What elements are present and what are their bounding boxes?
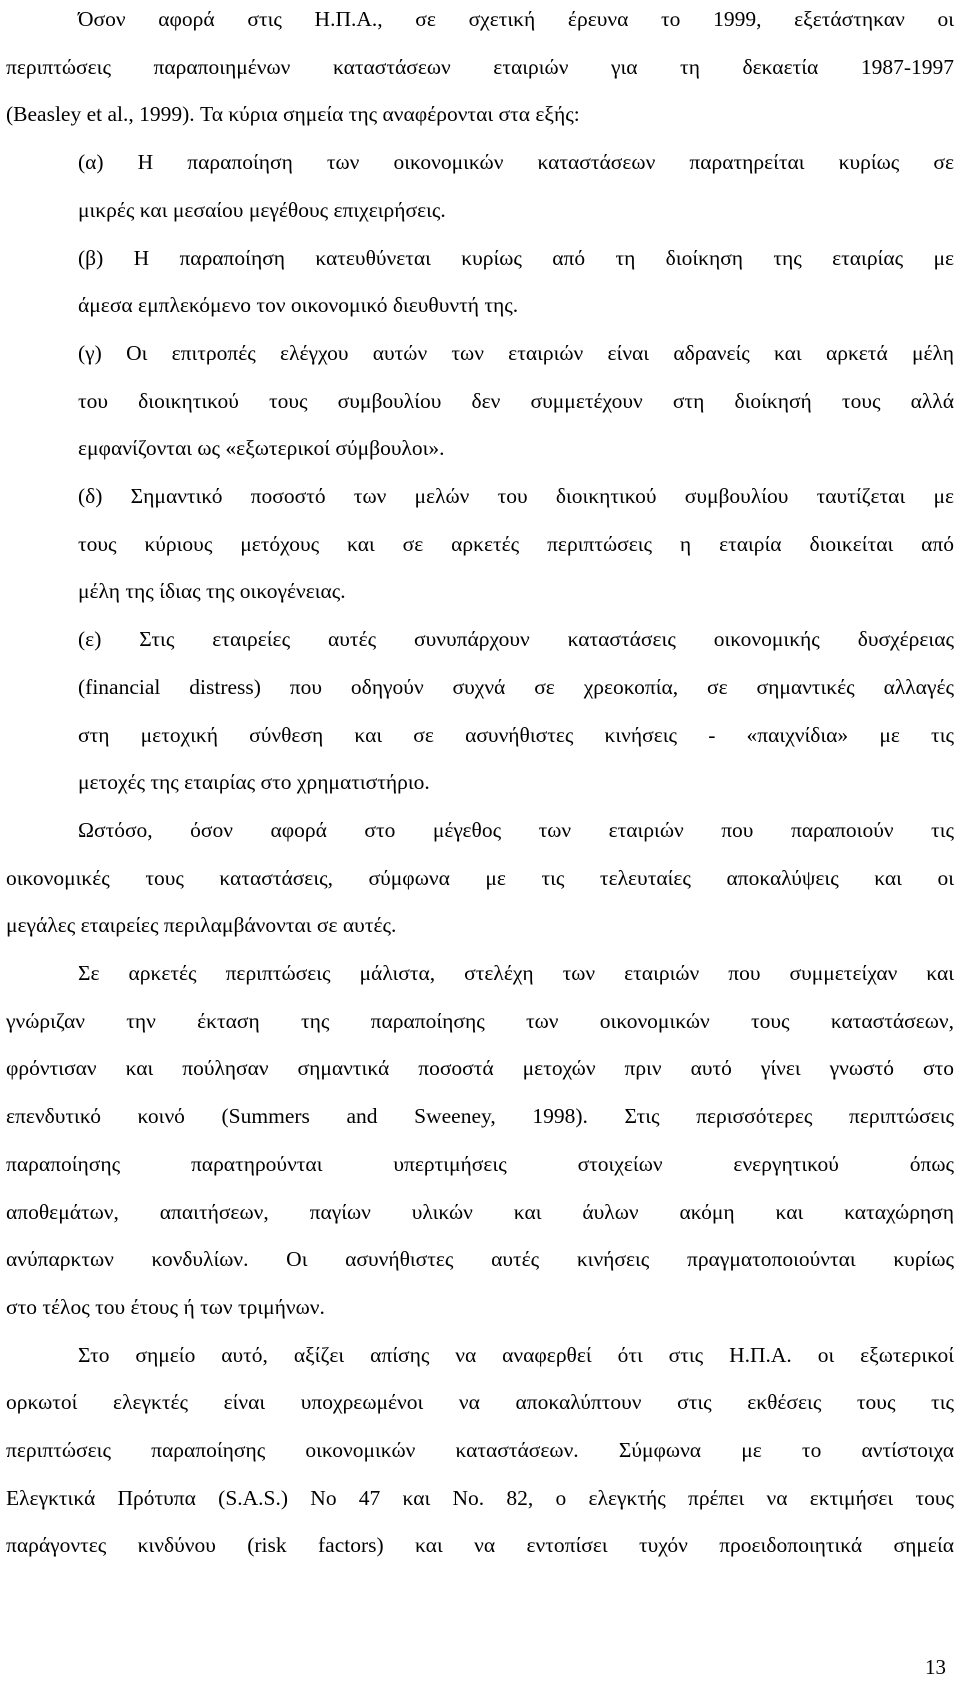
text-line: επενδυτικό κοινό (Summers and Sweeney, 1998). Στις περισσότερες περιπτώσεις bbox=[6, 1104, 954, 1129]
text-line: Σε αρκετές περιπτώσεις μάλιστα, στελέχη των εταιριών που συμμετείχαν και bbox=[78, 961, 954, 985]
text-line: παράγοντες κινδύνου (risk factors) και να εντοπίσει τυχόν προειδοποιητικά σημεία bbox=[6, 1533, 954, 1558]
text-line: Ωστόσο, όσον αφορά στο μέγεθος των εταιριών που παραποιούν τις bbox=[78, 817, 954, 842]
text-line: στο τέλος του έτους ή των τριμήνων. bbox=[6, 1294, 325, 1319]
text-line: εμφανίζονται ως «εξωτερικοί σύμβουλοι». bbox=[78, 436, 445, 461]
text-line: (ε) Στις εταιρείες αυτές συνυπάρχουν καταστάσεις οικονομικής δυσχέρειας bbox=[78, 627, 954, 652]
text-line: γνώριζαν την έκταση της παραποίησης των οικονομικών τους καταστάσεων, bbox=[6, 1008, 954, 1033]
text-line: αποθεμάτων, απαιτήσεων, παγίων υλικών και άυλων ακόμη και καταχώρηση bbox=[6, 1199, 954, 1224]
text-line: Στο σημείο αυτό, αξίζει απίσης να αναφερθεί ότι στις Η.Π.Α. οι εξωτερικοί bbox=[78, 1342, 954, 1367]
text-line: ορκωτοί ελεγκτές είναι υποχρεωμένοι να αποκαλύπτουν στις εκθέσεις τους τις bbox=[6, 1390, 954, 1415]
text-line: μεγάλες εταιρείες περιλαμβάνονται σε αυτές. bbox=[6, 913, 397, 938]
text-line: άμεσα εμπλεκόμενο τον οικονομικό διευθυντή της. bbox=[78, 293, 519, 318]
text-line: παραποίησης παρατηρούνται υπερτιμήσεις στοιχείων ενεργητικού όπως bbox=[6, 1151, 954, 1176]
text-line: περιπτώσεις παραποιημένων καταστάσεων εταιριών για τη δεκαετία 1987-1997 bbox=[6, 54, 954, 79]
text-line: Ελεγκτικά Πρότυπα (S.A.S.) No 47 και No. 82, ο ελεγκτής πρέπει να εκτιμήσει τους bbox=[6, 1485, 954, 1510]
text-line: ανύπαρκτων κονδυλίων. Οι ασυνήθιστες αυτές κινήσεις πραγματοποιούνται κυρίως bbox=[6, 1247, 954, 1272]
text-line: (β) Η παραποίηση κατευθύνεται κυρίως από τη διοίκηση της εταιρίας με bbox=[78, 245, 954, 270]
text-line: μέλη της ίδιας της οικογένειας. bbox=[78, 579, 346, 604]
text-line: στη μετοχική σύνθεση και σε ασυνήθιστες κινήσεις - «παιχνίδια» με τις bbox=[78, 722, 954, 747]
text-line: φρόντισαν και πούλησαν σημαντικά ποσοστά μετοχών πριν αυτό γίνει γνωστό στο bbox=[6, 1056, 954, 1081]
text-line: περιπτώσεις παραποίησης οικονομικών καταστάσεων. Σύμφωνα με το αντίστοιχα bbox=[6, 1438, 954, 1462]
page-number: 13 bbox=[925, 1655, 946, 1679]
text-line: (financial distress) που οδηγούν συχνά σε χρεοκοπία, σε σημαντικές αλλαγές bbox=[78, 674, 954, 699]
text-line: μικρές και μεσαίου μεγέθους επιχειρήσεις. bbox=[78, 197, 446, 222]
text-line: του διοικητικού τους συμβουλίου δεν συμμετέχουν στη διοίκησή τους αλλά bbox=[78, 388, 954, 413]
text-line: τους κύριους μετόχους και σε αρκετές περιπτώσεις η εταιρία διοικείται από bbox=[78, 531, 954, 556]
text-line: Όσον αφορά στις Η.Π.Α., σε σχετική έρευνα το 1999, εξετάστηκαν οι bbox=[78, 7, 954, 31]
text-line: οικονομικές τους καταστάσεις, σύμφωνα με τις τελευταίες αποκαλύψεις και οι bbox=[6, 865, 954, 890]
text-line: (δ) Σημαντικό ποσοστό των μελών του διοικητικού συμβουλίου ταυτίζεται με bbox=[78, 484, 954, 508]
text-line: (α) Η παραποίηση των οικονομικών καταστάσεων παρατηρείται κυρίως σε bbox=[78, 150, 954, 175]
text-line: μετοχές της εταιρίας στο χρηματιστήριο. bbox=[78, 770, 430, 795]
text-line: (Beasley et al., 1999). Τα κύρια σημεία της αναφέρονται στα εξής: bbox=[6, 102, 580, 127]
text-line: (γ) Οι επιτροπές ελέγχου αυτών των εταιριών είναι αδρανείς και αρκετά μέλη bbox=[78, 340, 954, 365]
